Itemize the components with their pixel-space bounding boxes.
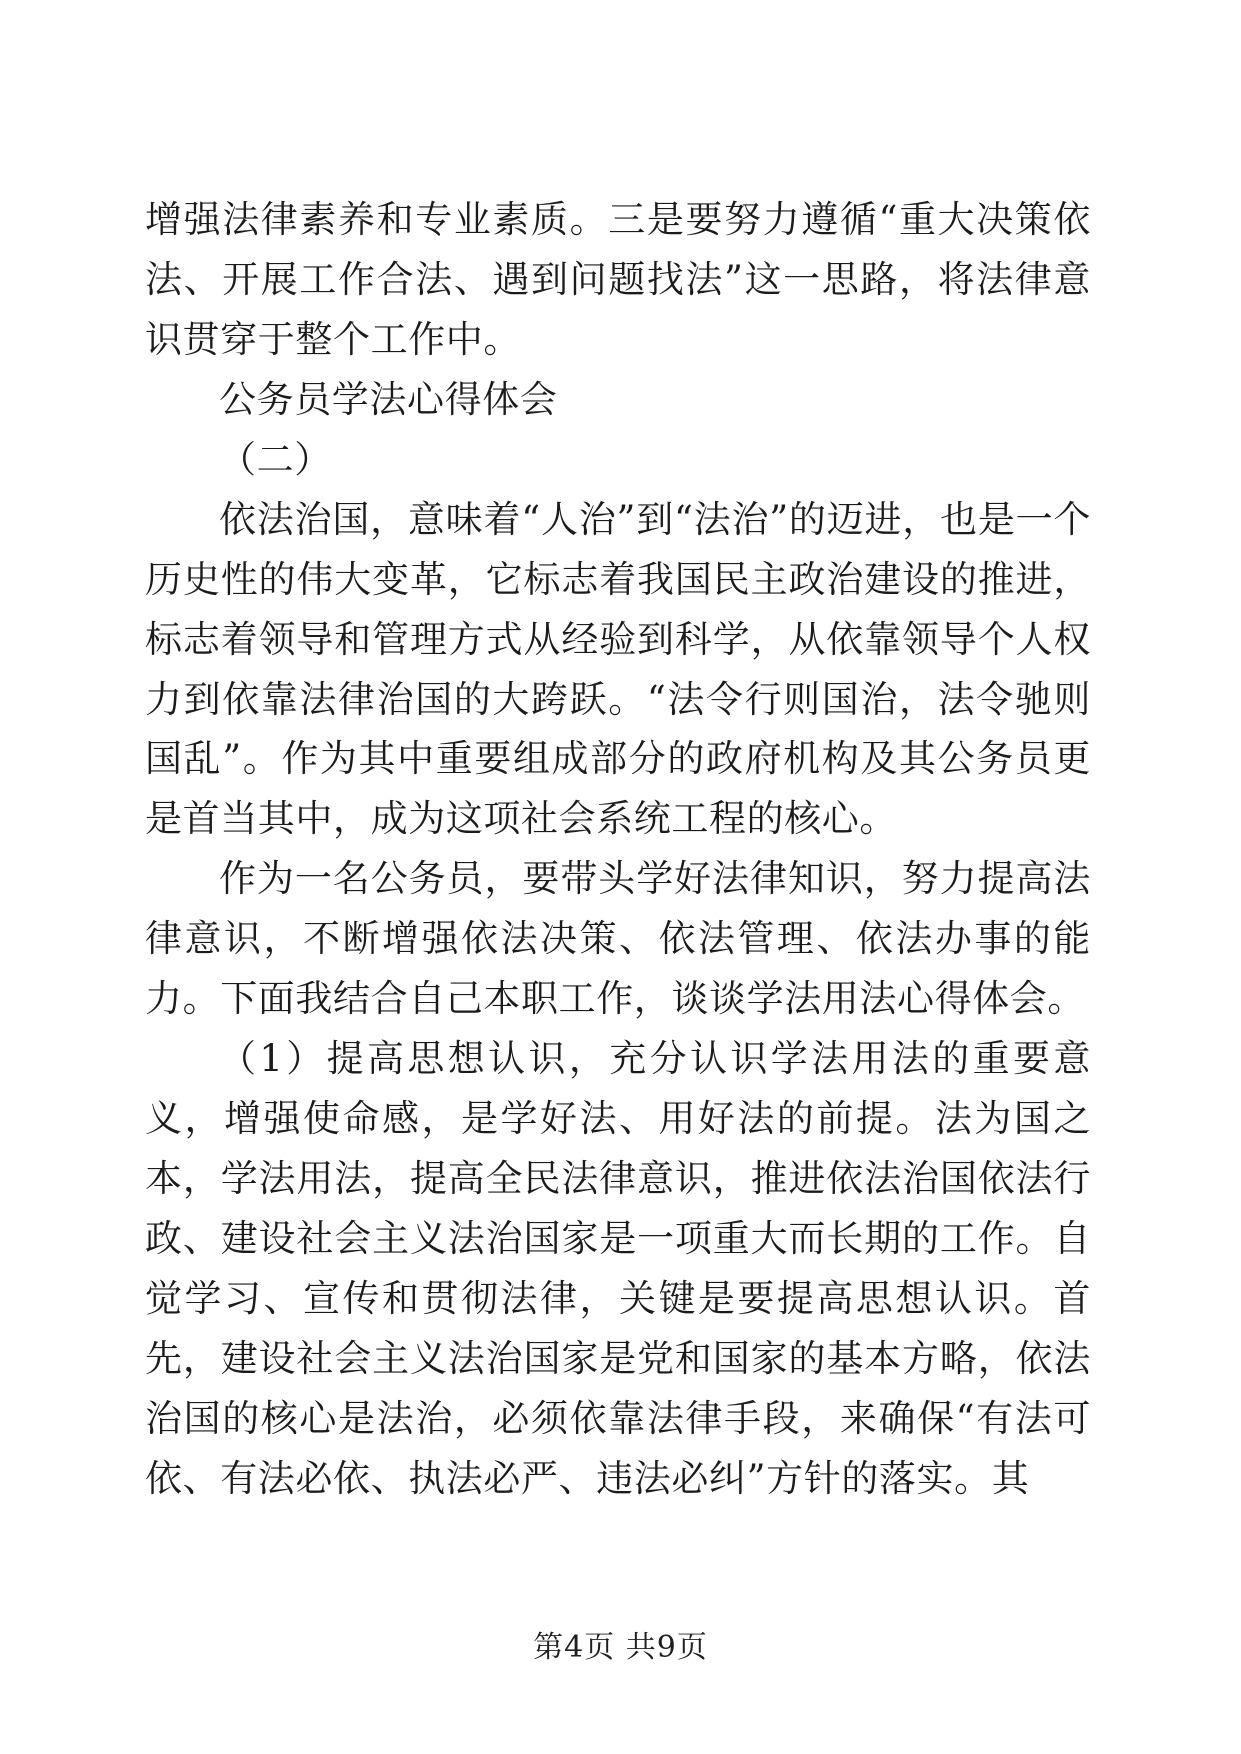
page-number: 第4页 共9页 <box>533 1630 708 1665</box>
paragraph-1: 增强法律素养和专业素质。三是要努力遵循“重大决策依法、开展工作合法、遇到问题找法”这一思路，将法律意识贯穿于整个工作中。 <box>145 198 1091 361</box>
document-body <box>145 190 1091 1509</box>
paragraph-3-section-label: （二） <box>219 437 332 481</box>
paragraph-6: （1）提高思想认识，充分认识学法用法的重要意义，增强使命感，是学好法、用好法的前提。法为国之本，学法用法，提高全民法律意识，推进依法治国依法行政、建设社会主义法治国家是一项重大而长期的工作。自觉学习、宣传和贯彻法律，关键是要提高思想认识。首先，建设社会主义法治国家是党和国家的基本方略，依法治国的核心是法治，必须依靠法律手段，来确保“有法可依、有法必依、执法必严、违法必纠”方针的落实。其 <box>145 1037 1091 1500</box>
page-footer <box>0 1622 1241 1666</box>
paragraph-4: 依法治国，意味着“人治”到“法治”的迈进，也是一个历史性的伟大变革，它标志着我国民主政治建设的推进，标志着领导和管理方式从经验到科学，从依靠领导个人权力到依靠法律治国的大跨跃。“法令行则国治，法令驰则国乱”。作为其中重要组成部分的政府机构及其公务员更是首当其中，成为这项社会系统工程的核心。 <box>145 497 1091 841</box>
paragraph-5: 作为一名公务员，要带头学好法律知识，努力提高法律意识，不断增强依法决策、依法管理、依法办事的能力。下面我结合自己本职工作，谈谈学法用法心得体会。 <box>145 857 1091 1021</box>
paragraph-2-heading: 公务员学法心得体会 <box>219 377 558 421</box>
